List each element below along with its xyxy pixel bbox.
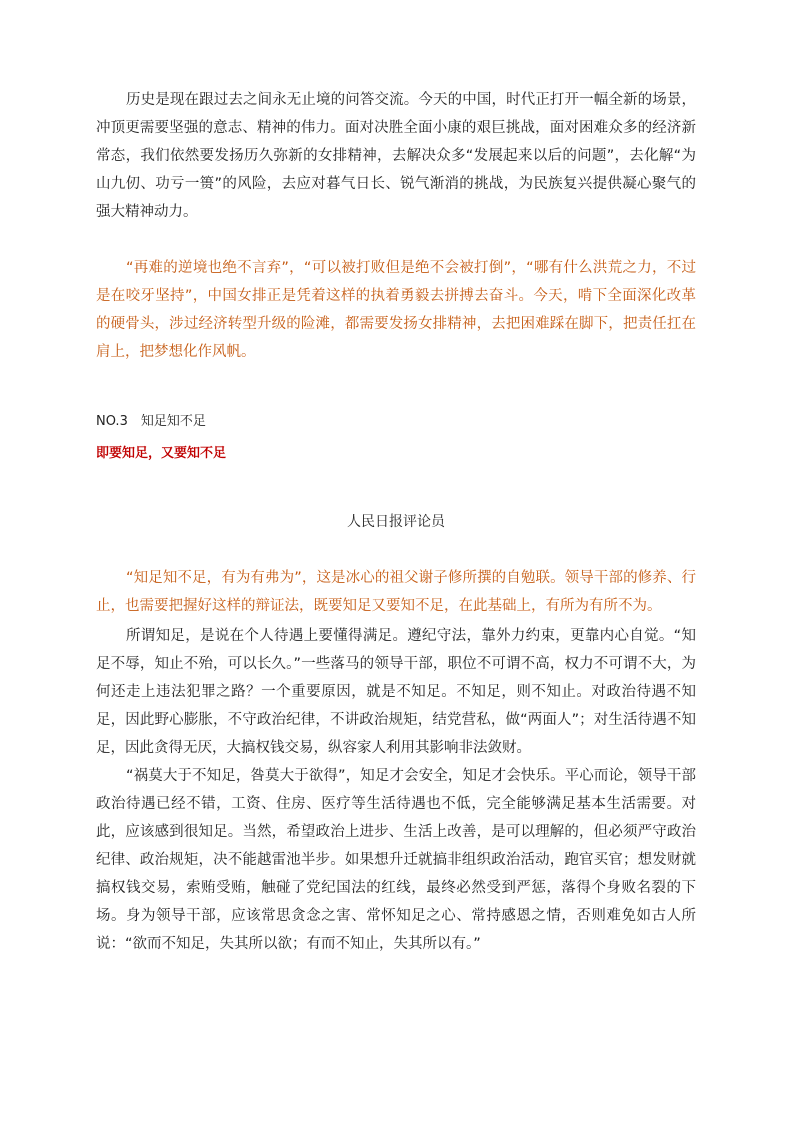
- author-byline: 人民日报评论员: [347, 514, 445, 530]
- history-paragraph: 历史是现在跟过去之间永无止境的问答交流。今天的中国，时代正打开一幅全新的场景，冲顶更需要坚强的意志、精神的伟力。面对决胜全面小康的艰巨挑战，面对困难众多的经济新常态，我们依然要发扬历久弥新的女排精神，去解决众多“发展起来以后的问题”，去化解“为山九仞、功亏一篑”的风险，去应对暮气日长、锐气渐消的挑战，为民族复兴提供凝心聚气的强大精神动力。: [96, 92, 696, 220]
- section-number-heading: NO.3 知足知不足: [96, 414, 206, 429]
- section-headline: 即要知足，又要知不足: [96, 446, 227, 461]
- couplet-intro-paragraph: “知足知不足，有为有弗为”，这是冰心的祖父谢子修所撰的自勉联。领导干部的修养、行止，也需要把握好这样的辩证法，既要知足又要知不足，在此基础上，有所为有所不为。: [96, 570, 696, 614]
- women-volleyball-quote-paragraph: “再难的逆境也绝不言弃”，“可以被打败但是绝不会被打倒”，“哪有什么洪荒之力，不过是在咬牙坚持”，中国女排正是凭着这样的执着勇毅去拼搏去奋斗。今天，啃下全面深化改革的硬骨头，涉过经济转型升级的险滩，都需要发扬女排精神，去把困难踩在脚下，把责任扛在肩上，把梦想化作风帆。: [96, 260, 696, 360]
- misfortune-paragraph: “祸莫大于不知足，咎莫大于欲得”，知足才会安全，知足才会快乐。平心而论，领导干部政治待遇已经不错，工资、住房、医疗等生活待遇也不低，完全能够满足基本生活需要。对此，应该感到很知足。当然，希望政治上进步、生活上改善，是可以理解的，但必须严守政治纪律、政治规矩，决不能越雷池半步。如果想升迁就搞非组织政治活动，跑官买官；想发财就搞权钱交易，索贿受贿，触碰了党纪国法的红线，最终必然受到严惩，落得个身败名裂的下场。身为领导干部，应该常思贪念之害、常怀知足之心、常持感恩之情，否则难免如古人所说：“欲而不知足，失其所以欲；有而不知止，失其所以有。”: [96, 768, 696, 952]
- contentment-paragraph: 所谓知足，是说在个人待遇上要懂得满足。遵纪守法，靠外力约束，更靠内心自觉。“知足不辱，知止不殆，可以长久。”一些落马的领导干部，职位不可谓不高，权力不可谓不大，为何还走上违法犯罪之路？一个重要原因，就是不知足。不知足，则不知止。对政治待遇不知足，因此野心膨胀，不守政治纪律，不讲政治规矩，结党营私，做“两面人”；对生活待遇不知足，因此贪得无厌，大搞权钱交易，纵容家人利用其影响非法敛财。: [96, 628, 696, 756]
